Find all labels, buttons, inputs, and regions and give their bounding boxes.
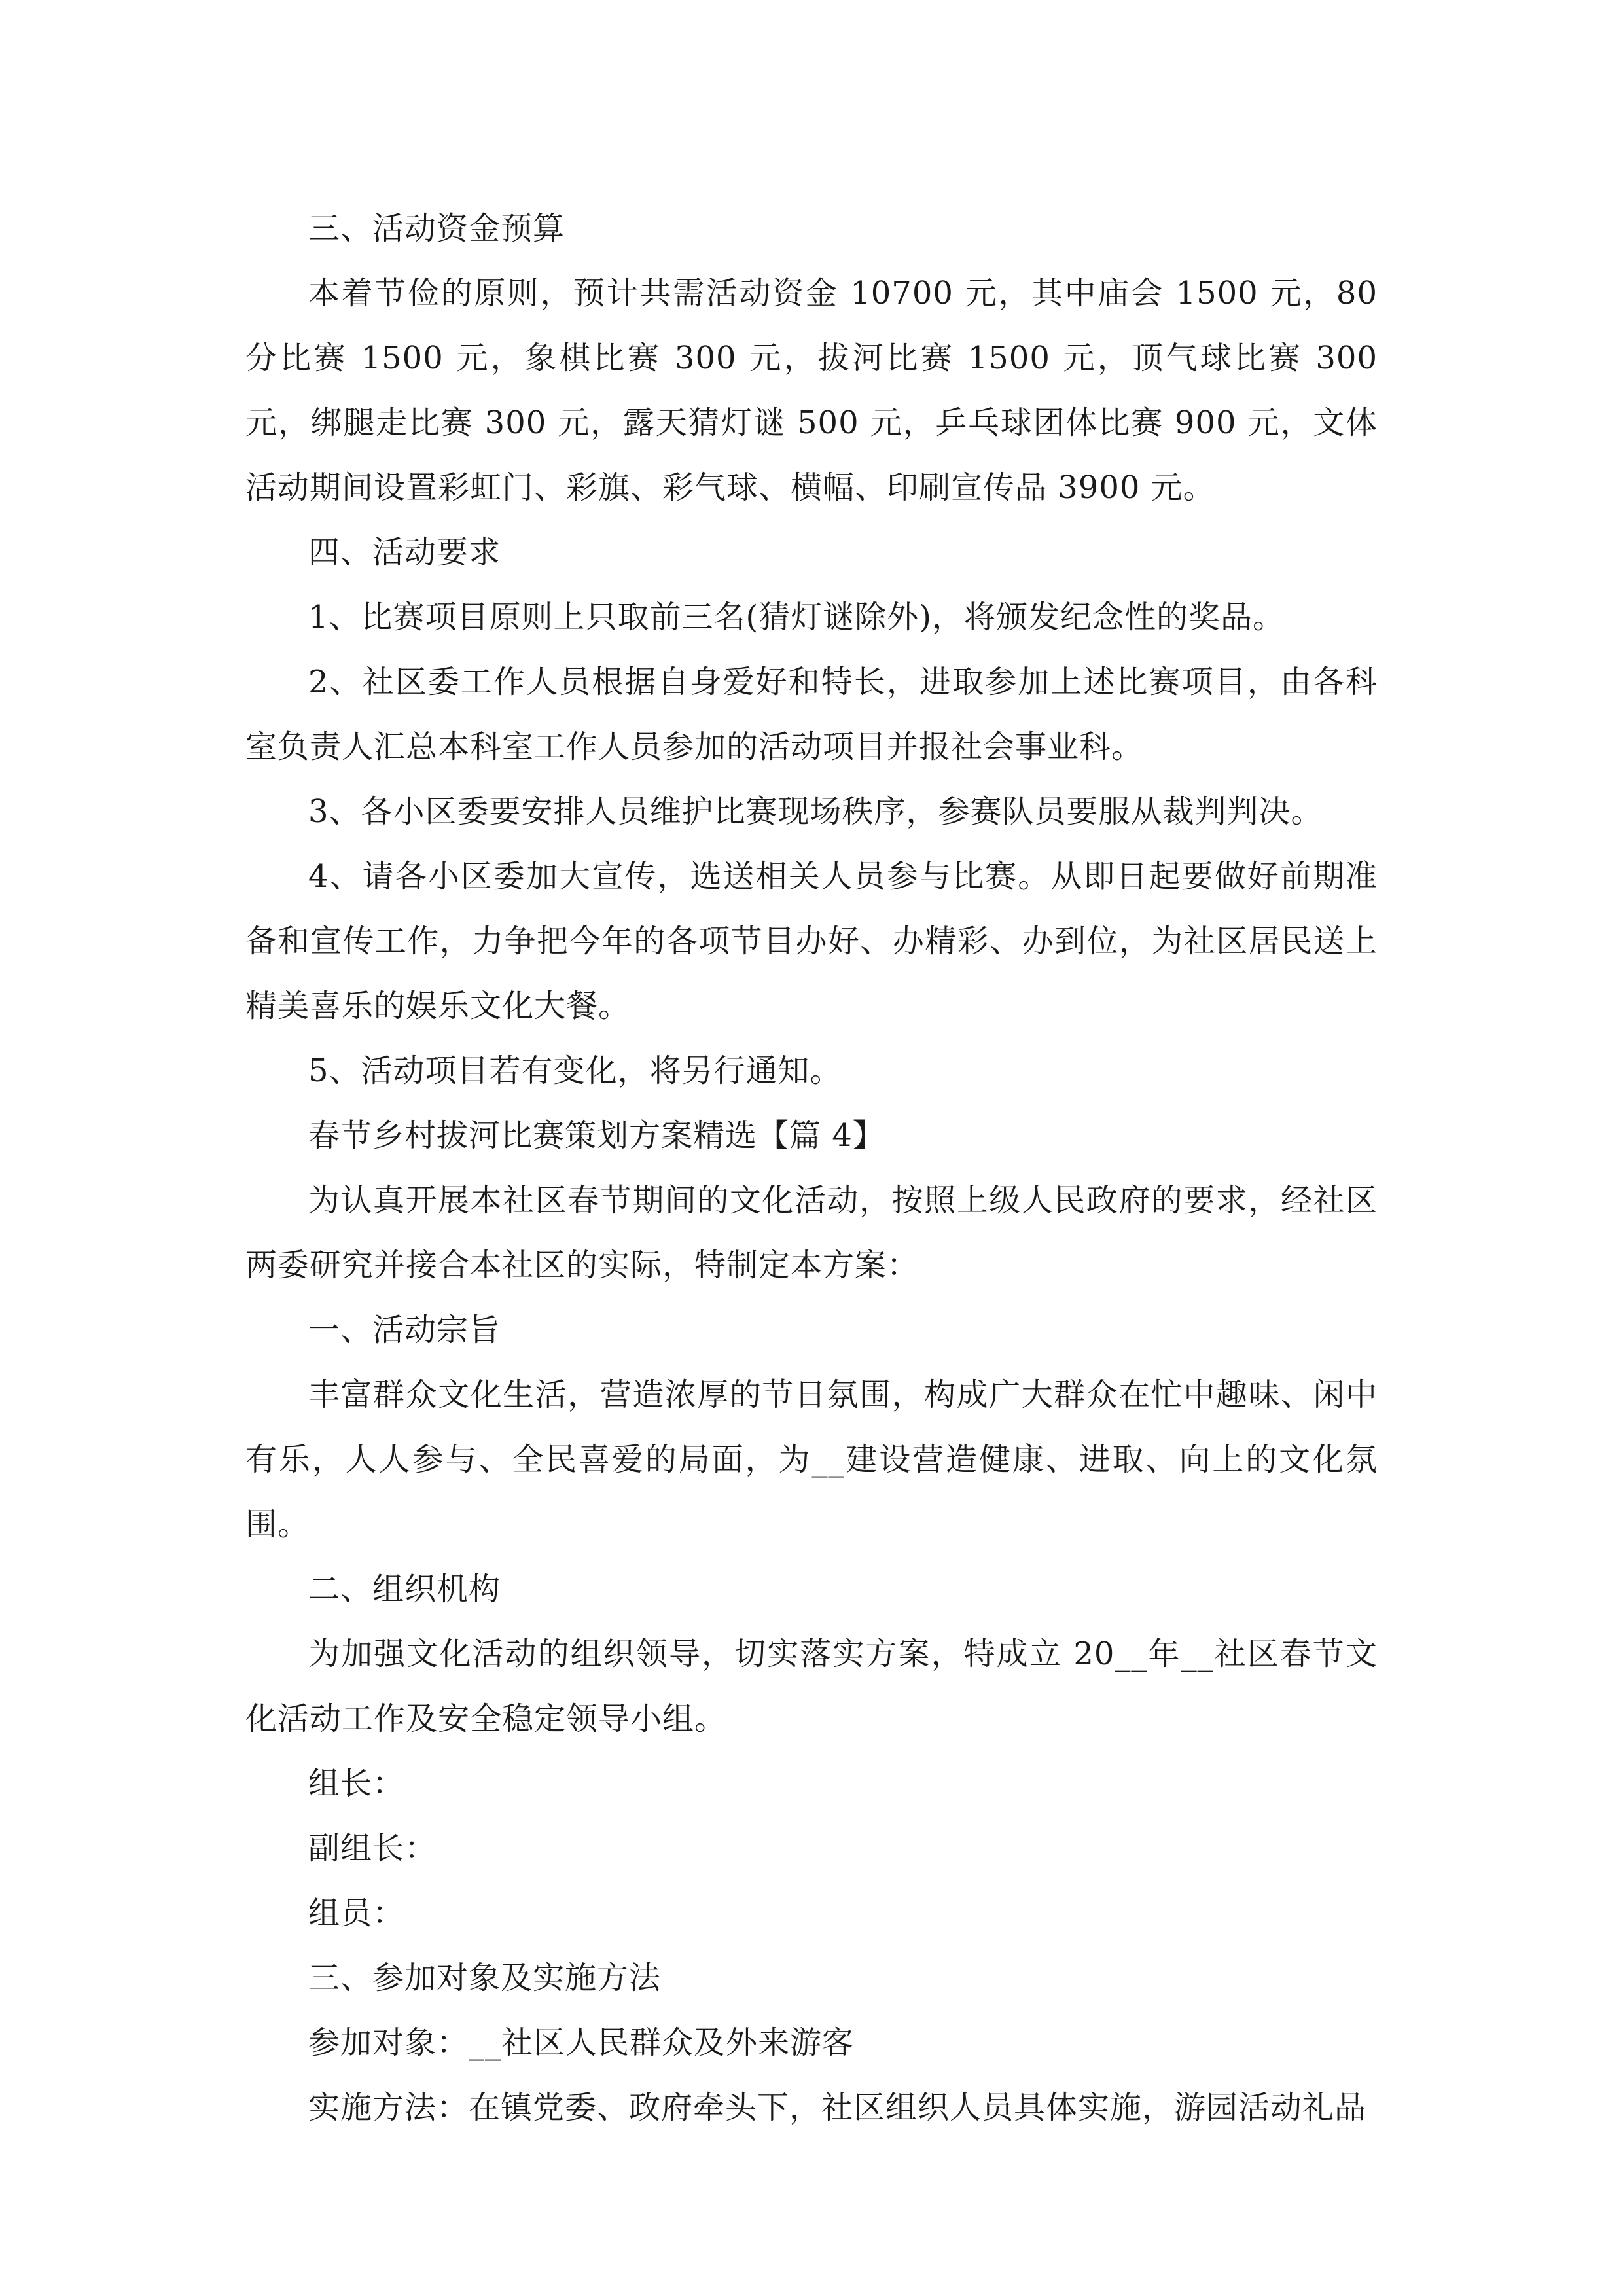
paragraph-requirement-5: 5、活动项目若有变化，将另行通知。 <box>308 1052 842 1089</box>
paragraph-organization: 为加强文化活动的组织领导，切实落实方案，特成立 20__年__社区春节文化活动工作及安全稳定领导小组。 <box>245 1636 1378 1737</box>
section-heading-budget: 三、活动资金预算 <box>308 210 565 247</box>
paragraph-purpose: 丰富群众文化生活，营造浓厚的节日氛围，构成广大群众在忙中趣味、闲中有乐，人人参与、全民喜爱的局面，为__建设营造健康、进取、向上的文化氛围。 <box>245 1376 1378 1543</box>
paragraph-requirement-3: 3、各小区委要安排人员维护比赛现场秩序，参赛队员要服从裁判判决。 <box>308 793 1323 830</box>
section-heading-participants: 三、参加对象及实施方法 <box>308 1960 662 1996</box>
section-heading-purpose: 一、活动宗旨 <box>308 1312 501 1348</box>
article-title-part-4: 春节乡村拔河比赛策划方案精选【篇 4】 <box>308 1117 885 1154</box>
label-members: 组员： <box>308 1895 405 1931</box>
paragraph-requirement-4: 4、请各小区委加大宣传，选送相关人员参与比赛。从即日起要做好前期准备和宣传工作，力争把今年的各项节目办好、办精彩、办到位，为社区居民送上精美喜乐的娱乐文化大餐。 <box>245 858 1378 1024</box>
label-leader: 组长： <box>308 1765 405 1802</box>
section-heading-organization: 二、组织机构 <box>308 1571 501 1607</box>
paragraph-requirement-1: 1、比赛项目原则上只取前三名(猜灯谜除外)，将颁发纪念性的奖品。 <box>308 599 1285 636</box>
label-deputy-leader: 副组长： <box>308 1830 437 1867</box>
paragraph-intro: 为认真开展本社区春节期间的文化活动，按照上级人民政府的要求，经社区两委研究并接合本社区的实际，特制定本方案： <box>245 1182 1378 1283</box>
paragraph-participants: 参加对象：__社区人民群众及外来游客 <box>308 2024 855 2061</box>
paragraph-budget: 本着节俭的原则，预计共需活动资金 10700 元，其中庙会 1500 元，80 分比赛 1500 元，象棋比赛 300 元，拔河比赛 1500 元，顶气球比赛 300 元，绑腿走比赛 300 元，露天猜灯谜 500 元，乒乓球团体比赛 900 元，文体活动期间设置彩虹门、彩旗、彩气球、横幅、印刷宣传品 3900 元。 <box>245 275 1389 506</box>
paragraph-requirement-2: 2、社区委工作人员根据自身爱好和特长，进取参加上述比赛项目，由各科室负责人汇总本科室工作人员参加的活动项目并报社会事业科。 <box>245 664 1378 765</box>
section-heading-requirements: 四、活动要求 <box>308 534 501 571</box>
document-page <box>245 196 1389 2140</box>
paragraph-method: 实施方法：在镇党委、政府牵头下，社区组织人员具体实施，游园活动礼品 <box>308 2089 1367 2126</box>
